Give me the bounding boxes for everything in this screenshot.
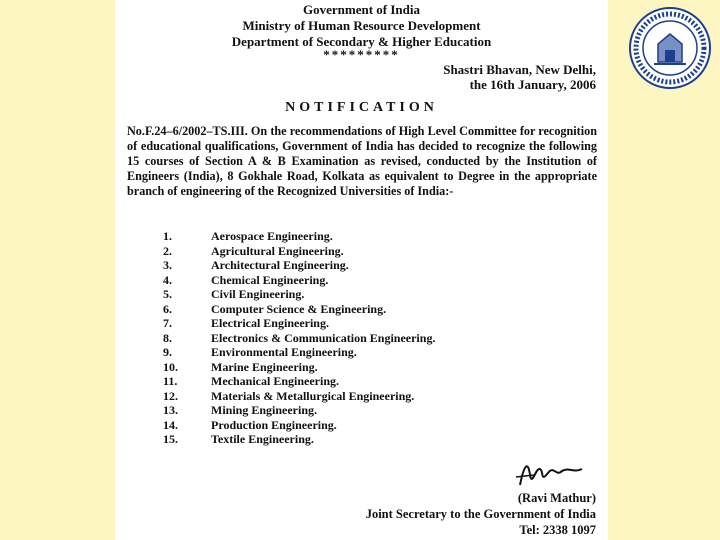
- date-line: the 16th January, 2006: [469, 77, 596, 92]
- course-name: Civil Engineering.: [211, 287, 305, 301]
- letterhead-government: Government of India: [303, 2, 420, 17]
- course-number: 3.: [163, 258, 172, 272]
- course-list: [163, 229, 563, 447]
- letterhead-stars: *********: [323, 47, 400, 62]
- institution-seal-icon: [628, 6, 712, 90]
- course-number: 11.: [163, 374, 178, 388]
- course-item: [163, 331, 563, 346]
- notification-body: No.F.24–6/2002–TS.III. On the recommendations of High Level Committee for recognition of educational qualifications, Government of India has decided to recognize the following 15 courses of Section A & B Examination as revised, conducted by the Institution of Engineers (India), 8 Gokhale Road, Kolkata as equivalent to Degree in the appropriate branch of engineering of the Recognized Universities of India:-: [127, 124, 597, 198]
- course-number: 10.: [163, 359, 178, 374]
- course-name: Agricultural Engineering.: [211, 243, 344, 258]
- course-name: Aerospace Engineering.: [211, 229, 333, 243]
- course-number: 7.: [163, 316, 172, 330]
- course-name: Materials & Metallurgical Engineering.: [211, 388, 415, 403]
- course-name: Architectural Engineering.: [211, 258, 349, 272]
- course-item: [163, 432, 563, 447]
- signer-name: (Ravi Mathur): [517, 491, 596, 505]
- signature-icon: [510, 455, 590, 495]
- letterhead-department: Department of Secondary & Higher Education: [231, 34, 492, 49]
- course-item: [163, 403, 563, 418]
- place-line: Shastri Bhavan, New Delhi,: [443, 62, 596, 77]
- course-number: 9.: [163, 345, 172, 359]
- signer-tel: Tel: 2338 1097: [519, 523, 596, 537]
- course-number: 2.: [163, 243, 172, 258]
- course-name: Computer Science & Engineering.: [211, 301, 387, 316]
- course-number: 6.: [163, 301, 172, 316]
- course-number: 8.: [163, 330, 172, 345]
- course-item: [163, 316, 563, 331]
- course-item: [163, 258, 563, 273]
- course-number: 5.: [163, 287, 172, 301]
- signer-designation: Joint Secretary to the Government of India: [365, 507, 596, 521]
- course-name: Electronics & Communication Engineering.: [211, 330, 436, 345]
- course-item: [163, 302, 563, 317]
- letterhead-ministry: Ministry of Human Resource Development: [242, 18, 481, 33]
- course-item: [163, 389, 563, 404]
- course-item: [163, 360, 563, 375]
- course-item: [163, 229, 563, 244]
- course-item: [163, 287, 563, 302]
- course-number: 14.: [163, 417, 178, 432]
- course-number: 15.: [163, 432, 178, 446]
- course-number: 12.: [163, 388, 178, 403]
- course-name: Environmental Engineering.: [211, 345, 357, 359]
- course-number: 4.: [163, 272, 172, 287]
- course-name: Textile Engineering.: [211, 432, 314, 446]
- course-item: [163, 374, 563, 389]
- course-item: [163, 244, 563, 259]
- course-name: Production Engineering.: [211, 417, 337, 432]
- course-number: 13.: [163, 403, 178, 417]
- course-item: [163, 273, 563, 288]
- notification-title: NOTIFICATION: [285, 100, 438, 115]
- course-name: Marine Engineering.: [211, 359, 318, 374]
- course-number: 1.: [163, 229, 172, 243]
- course-name: Mechanical Engineering.: [211, 374, 339, 388]
- course-name: Chemical Engineering.: [211, 272, 329, 287]
- course-name: Mining Engineering.: [211, 403, 318, 417]
- course-item: [163, 418, 563, 433]
- notification-document: [115, 0, 608, 540]
- course-name: Electrical Engineering.: [211, 316, 329, 330]
- course-item: [163, 345, 563, 360]
